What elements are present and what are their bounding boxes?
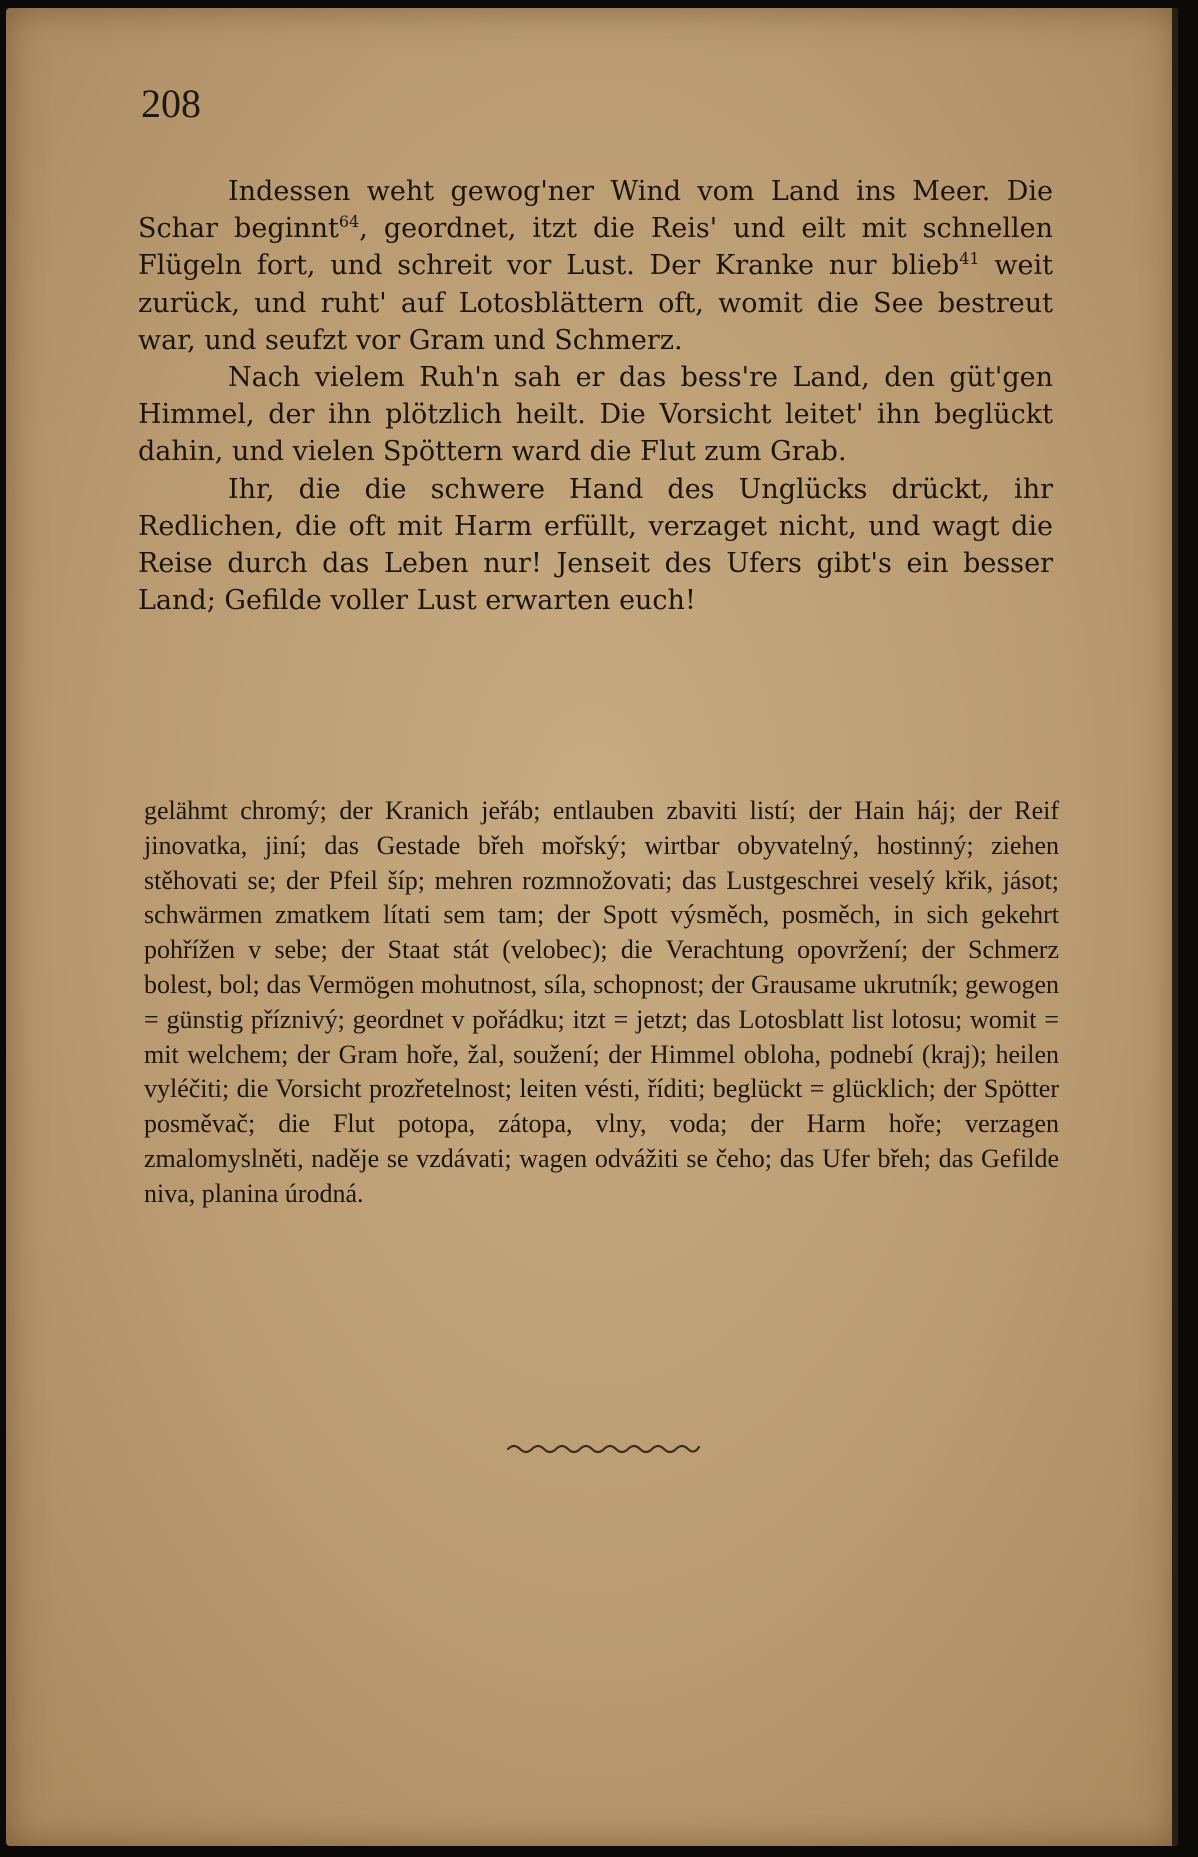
page-number: 208 <box>141 81 201 126</box>
footnote-ref-41: 41 <box>959 249 980 269</box>
footnote-ref-64: 64 <box>338 212 360 232</box>
poem-paragraph-1-part-3: weit zurück, und ruht' auf Lotosblättern oft, womit die See bestreut war, und seufzt vor Gram und Schmerz. <box>138 250 1053 356</box>
poem-text <box>138 173 1053 619</box>
poem-paragraph-1-part-1: Indessen weht gewog'ner Wind vom Land ins Meer. Die Schar beginnt <box>138 176 1053 245</box>
poem-paragraph-1-part-2: , geordnet, itzt die Reis' und eilt mit schnellen Flügeln fort, und schreit vor Lust. Der Kranke nur blieb <box>138 213 1053 282</box>
vocabulary-glossary: gelähmt chromý; der Kranich jeřáb; entlauben zbaviti listí; der Hain háj; der Reif jinovatka, jiní; das Gestade břeh mořský; wirtbar obyvatelný, hostinný; ziehen stěhovati se; der Pfeil šíp; mehren rozmnožovati; das Lustgeschrei veselý křik, jásot; schwärmen zmatkem lítati sem tam; der Spott výsměch, posměch, in sich gekehrt pohřížen v sebe; der Staat stát (velobec); die Verachtung opovržení; der Schmerz bolest, bol; das Vermögen mohutnost, síla, schopnost; der Grausame ukrutník; gewogen = günstig příznivý; geordnet v pořádku; itzt = jetzt; das Lotosblatt list lotosu; womit = mit welchem; der Gram hoře, žal, soužení; der Himmel obloha, podnebí (kraj); heilen vyléčiti; die Vorsicht prozřetelnost; leiten vésti, říditi; beglückt = glücklich; der Spötter posměvač; die Flut potopa, zátopa, vlny, voda; der Harm hoře; verzagen zmalomyslněti, naděje se vzdávati; wagen odvážiti se čeho; das Ufer břeh; das Gefilde niva, planina úrodná. <box>144 796 1059 1208</box>
wavy-rule-ornament-icon <box>506 1440 701 1458</box>
poem-paragraph-2: Nach vielem Ruh'n sah er das bess're Land, den güt'gen Himmel, der ihn plötzlich heilt. Die Vorsicht leitet' ihn beglückt dahin, und vielen Spöttern ward die Flut zum Grab. <box>138 362 1053 468</box>
binding-gutter <box>1172 8 1178 1846</box>
poem-paragraph-3: Ihr, die die schwere Hand des Unglücks drückt, ihr Redlichen, die oft mit Harm erfüllt, verzaget nicht, und wagt die Reise durch das Leben nur! Jenseit des Ufers gibt's ein besser Land; Gefilde voller Lust erwarten euch! <box>138 473 1053 617</box>
paper-sheet <box>6 8 1178 1846</box>
poem-paragraph-1 <box>138 173 1053 359</box>
